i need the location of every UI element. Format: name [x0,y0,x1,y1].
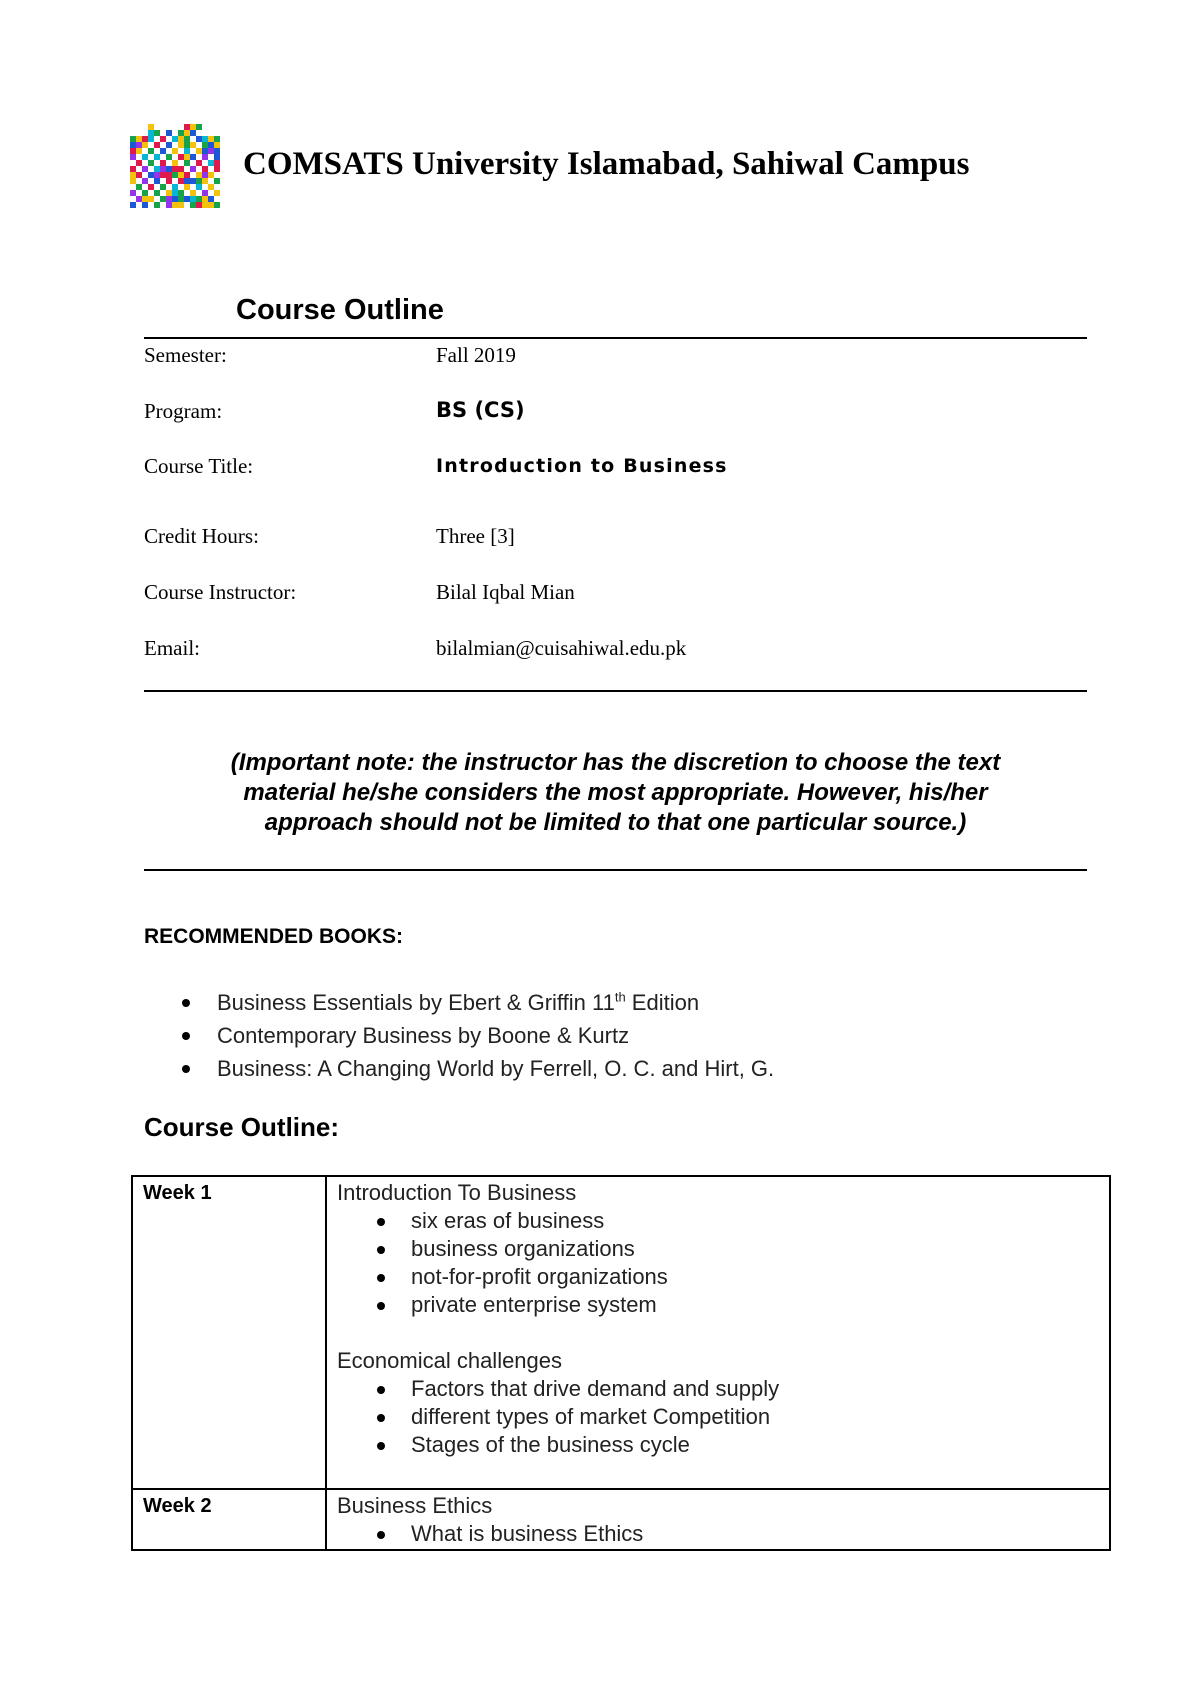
topic-list [337,1375,1099,1459]
logo-tile [136,136,142,142]
logo-tile [136,148,142,154]
logo-tile [190,130,196,136]
logo-tile [184,148,190,154]
logo-tile [190,154,196,160]
logo-tile [184,196,190,202]
logo-tile [148,190,154,196]
university-logo [130,122,220,208]
logo-tile [190,190,196,196]
logo-tile [154,202,160,208]
logo-tile [154,196,160,202]
logo-tile [166,136,172,142]
logo-tile [184,166,190,172]
logo-tile [178,190,184,196]
recommended-books-list [182,986,774,1085]
logo-tile [202,172,208,178]
bullet-icon [377,1302,385,1310]
logo-tile [154,124,160,130]
logo-tile [166,160,172,166]
logo-tile [196,172,202,178]
logo-tile [184,142,190,148]
logo-tile [214,184,220,190]
logo-tile [184,136,190,142]
logo-tile [196,148,202,154]
logo-tile [196,184,202,190]
logo-tile [154,178,160,184]
logo-tile [184,184,190,190]
list-item [377,1291,1099,1319]
logo-tile [148,160,154,166]
logo-tile [184,178,190,184]
book-title: Business: A Changing World by Ferrell, O. C. and Hirt, G. [217,1056,775,1081]
logo-tile [184,130,190,136]
logo-tile [130,136,136,142]
logo-tile [154,172,160,178]
book-title: Business Essentials by Ebert & Griffin 11 [217,990,615,1015]
list-item-text: business organizations [411,1236,635,1261]
logo-tile [178,130,184,136]
logo-tile [154,148,160,154]
logo-tile [154,166,160,172]
logo-tile [160,142,166,148]
instructor-label: Course Instructor: [144,580,297,604]
logo-tile [130,196,136,202]
logo-tile [130,166,136,172]
logo-tile [214,166,220,172]
university-name: COMSATS University Islamabad, Sahiwal Campus [243,146,970,182]
logo-tile [196,160,202,166]
logo-tile [166,172,172,178]
logo-tile [136,172,142,178]
topic-heading: Introduction To Business [337,1180,577,1205]
logo-tile [166,202,172,208]
instructor-value: Bilal Iqbal Mian [436,580,575,604]
bullet-icon [377,1218,385,1226]
logo-tile [148,148,154,154]
logo-tile [142,154,148,160]
topic-list [337,1520,1099,1548]
logo-tile [172,196,178,202]
logo-tile [208,142,214,148]
logo-tile [208,178,214,184]
logo-tile [208,160,214,166]
logo-tile [160,148,166,154]
logo-tile [142,184,148,190]
logo-tile [208,184,214,190]
credit-hours-label: Credit Hours: [144,524,259,548]
logo-tile [166,154,172,160]
note-line-2: material he/she considers the most appropriate. However, his/her [243,779,988,806]
logo-tile [208,166,214,172]
course-title-label: Course Title: [144,454,254,478]
logo-tile [142,178,148,184]
logo-tile [172,178,178,184]
logo-tile [190,166,196,172]
logo-tile [154,136,160,142]
week-label-cell [132,1176,326,1489]
course-title-value: Introduction to Business [436,455,728,477]
logo-tile [196,154,202,160]
logo-tile [130,202,136,208]
note-line-3: approach should not be limited to that one particular source.) [264,809,967,836]
logo-tile [130,142,136,148]
logo-tile [142,196,148,202]
logo-tile [148,184,154,190]
table-row [132,1176,1110,1489]
logo-tile [190,160,196,166]
logo-tile [208,202,214,208]
logo-tile [148,130,154,136]
logo-tile [202,142,208,148]
logo-tile [190,124,196,130]
logo-tile [130,172,136,178]
logo-tile [184,160,190,166]
logo-tile [130,178,136,184]
logo-tile [172,166,178,172]
logo-tile [202,184,208,190]
logo-tile [202,154,208,160]
logo-tile [196,178,202,184]
semester-label: Semester: [144,343,227,367]
logo-tile [208,136,214,142]
topic-heading: Business Ethics [337,1493,493,1518]
list-item [377,1375,1099,1403]
logo-tile [160,190,166,196]
program-label: Program: [144,399,223,423]
logo-tile [202,160,208,166]
logo-tile [214,160,220,166]
logo-tile [160,184,166,190]
logo-tile [178,196,184,202]
logo-tile [208,154,214,160]
logo-tile [166,178,172,184]
list-item [377,1263,1099,1291]
logo-tile [154,130,160,136]
logo-tile [160,136,166,142]
list-item [377,1431,1099,1459]
logo-tile [208,190,214,196]
divider-info-bottom [144,690,1087,692]
logo-tile [154,184,160,190]
book-edition-suffix: th [614,989,626,1005]
week-label: Week 1 [143,1182,212,1204]
topic-heading: Economical challenges [337,1348,563,1373]
logo-tile [178,184,184,190]
list-item-text: Stages of the business cycle [411,1432,690,1457]
email-value[interactable]: bilalmian@cuisahiwal.edu.pk [436,636,687,660]
logo-tile [214,190,220,196]
logo-tile [178,142,184,148]
logo-tile [202,190,208,196]
logo-tile [148,142,154,148]
logo-tile [142,160,148,166]
logo-tile [136,202,142,208]
logo-tile [214,178,220,184]
logo-tile [142,136,148,142]
logo-tile [136,178,142,184]
logo-tile [172,130,178,136]
logo-tile [202,202,208,208]
credit-hours-value: Three [3] [436,524,515,548]
logo-tile [202,148,208,154]
logo-tile [160,202,166,208]
logo-tile [178,178,184,184]
logo-tile [160,130,166,136]
week-content-cell [326,1176,1110,1489]
logo-tile [148,196,154,202]
logo-tile [172,172,178,178]
weekly-outline-table [131,1175,1111,1551]
bullet-icon [182,1065,190,1073]
logo-tile [160,172,166,178]
semester-value: Fall 2019 [436,343,516,367]
logo-tile [190,178,196,184]
logo-tile [148,124,154,130]
logo-tile [184,190,190,196]
logo-tile [184,124,190,130]
logo-tile [166,130,172,136]
list-item-text: six eras of business [411,1208,605,1233]
logo-tile [142,148,148,154]
logo-tile [172,184,178,190]
logo-tile [214,148,220,154]
recommended-books-heading: RECOMMENDED BOOKS: [144,925,404,948]
logo-tile [214,142,220,148]
logo-tile [154,190,160,196]
logo-tile [142,202,148,208]
logo-tile [166,148,172,154]
logo-tile [172,160,178,166]
program-value: BS (CS) [436,398,525,422]
book-title: Contemporary Business by Boone & Kurtz [217,1023,630,1048]
section-gap [337,1319,1099,1347]
logo-tile [202,196,208,202]
logo-tile [172,202,178,208]
list-item [377,1520,1099,1548]
logo-tile [148,166,154,172]
book-item [182,986,774,1019]
logo-tile [208,196,214,202]
note-line-1: (Important note: the instructor has the discretion to choose the text [230,749,1001,776]
logo-tile [142,166,148,172]
logo-tile [196,136,202,142]
logo-tile [178,202,184,208]
important-note [144,748,1087,838]
logo-tile [172,142,178,148]
week-label: Week 2 [143,1495,212,1517]
logo-tile [196,130,202,136]
topic-list [337,1207,1099,1319]
logo-tile [196,196,202,202]
logo-tile [148,154,154,160]
logo-tile [184,202,190,208]
logo-tile [178,154,184,160]
logo-tile [130,190,136,196]
logo-tile [208,172,214,178]
logo-tile [214,154,220,160]
logo-tile [178,166,184,172]
logo-tile [136,196,142,202]
logo-tile [154,142,160,148]
logo-tile [166,190,172,196]
logo-tile [196,166,202,172]
logo-tile [130,154,136,160]
logo-tile [148,202,154,208]
logo-tile [142,190,148,196]
logo-tile [196,142,202,148]
logo-tile [196,202,202,208]
table-row [132,1489,1110,1550]
logo-tile [202,136,208,142]
logo-tile [154,160,160,166]
logo-tile [154,154,160,160]
logo-tile [136,184,142,190]
logo-tile [190,142,196,148]
logo-tile [166,184,172,190]
logo-tile [190,148,196,154]
logo-tile [184,172,190,178]
logo-tile [196,124,202,130]
logo-tile [178,172,184,178]
logo-tile [136,190,142,196]
bullet-icon [377,1414,385,1422]
logo-tile [166,196,172,202]
book-item [182,1019,774,1052]
logo-tile [202,178,208,184]
logo-tile [142,142,148,148]
list-item-text: not-for-profit organizations [411,1264,668,1289]
list-item [377,1235,1099,1263]
logo-tile [178,160,184,166]
list-item-text: different types of market Competition [411,1404,771,1429]
week-label-cell [132,1489,326,1550]
logo-tile [160,178,166,184]
divider-note-bottom [144,869,1087,871]
logo-tile [160,196,166,202]
divider-top [144,337,1087,339]
logo-tile [202,166,208,172]
logo-tile [190,202,196,208]
logo-tile [160,160,166,166]
course-outline-title: Course Outline [236,294,444,326]
logo-tile [172,148,178,154]
logo-tile [178,148,184,154]
logo-tile [130,148,136,154]
bullet-icon [377,1274,385,1282]
logo-tile [190,196,196,202]
bullet-icon [182,1032,190,1040]
bullet-icon [182,999,190,1007]
logo-tile [148,178,154,184]
logo-tile [214,136,220,142]
logo-tile [214,196,220,202]
logo-tile [136,160,142,166]
list-item [377,1403,1099,1431]
book-item [182,1052,774,1085]
bullet-icon [377,1442,385,1450]
logo-tile [184,154,190,160]
logo-tile [166,142,172,148]
logo-tile [136,166,142,172]
logo-tile [208,148,214,154]
logo-tile [142,172,148,178]
list-item [377,1207,1099,1235]
logo-tile [172,190,178,196]
logo-tile [172,154,178,160]
logo-tile [130,160,136,166]
logo-tile [148,172,154,178]
logo-tile [148,136,154,142]
list-item-text: Factors that drive demand and supply [411,1376,780,1401]
logo-tile [136,154,142,160]
bullet-icon [377,1531,385,1539]
list-item-text: What is business Ethics [411,1521,644,1546]
logo-tile [214,172,220,178]
logo-tile [190,136,196,142]
logo-tile [130,184,136,190]
logo-tile [172,136,178,142]
logo-tile [196,190,202,196]
week-content-cell [326,1489,1110,1550]
logo-tile [160,154,166,160]
email-label: Email: [144,636,200,660]
list-item-text: private enterprise system [411,1292,657,1317]
logo-tile [178,136,184,142]
bullet-icon [377,1386,385,1394]
logo-tile [160,166,166,172]
logo-tile [190,172,196,178]
book-edition-tail: Edition [625,990,700,1015]
course-outline-heading: Course Outline: [144,1112,340,1142]
logo-tile [214,202,220,208]
logo-tile [166,166,172,172]
bullet-icon [377,1246,385,1254]
logo-tile [190,184,196,190]
logo-tile [136,142,142,148]
